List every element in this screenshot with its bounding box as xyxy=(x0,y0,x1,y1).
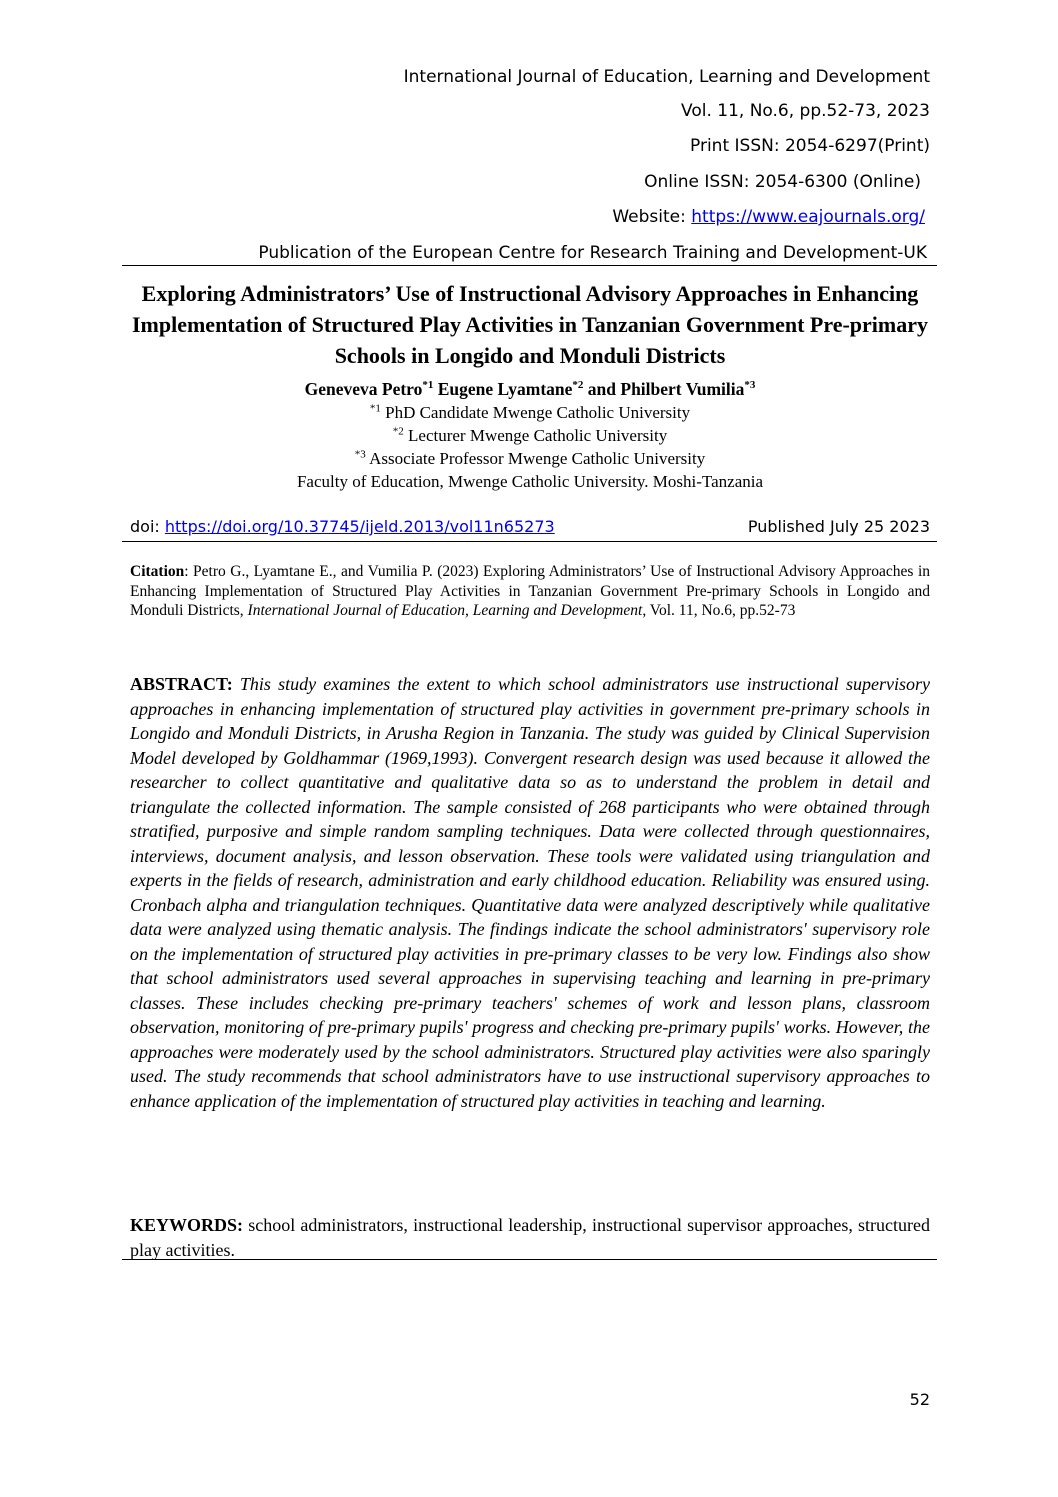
abstract-block xyxy=(130,672,930,1113)
abstract-label: ABSTRACT: xyxy=(130,674,233,694)
citation-tail: , Vol. 11, No.6, pp.52-73 xyxy=(642,602,796,619)
citation-label: Citation xyxy=(130,563,185,580)
volume-info: Vol. 11, No.6, pp.52-73, 2023 xyxy=(681,101,930,121)
author-1-mark: *1 xyxy=(422,379,434,392)
author-names xyxy=(130,378,930,401)
online-issn: Online ISSN: 2054-6300 (Online) xyxy=(644,172,921,192)
citation-text: : Petro G., Lyamtane E., and Vumilia P. (2023) Exploring Administrators’ Use of Instructional Advisory Approaches in Enhancing Implementation of Structured Play Activities in Tanzanian Government Pre-primary Schools in Longido and Monduli Districts, xyxy=(130,563,930,619)
website-label: Website: xyxy=(612,207,692,227)
print-issn: Print ISSN: 2054-6297(Print) xyxy=(690,136,930,156)
website-link[interactable]: https://www.eajournals.org/ xyxy=(691,207,925,227)
affiliation-3-text: Associate Professor Mwenge Catholic University xyxy=(365,449,706,468)
affiliation-3 xyxy=(130,447,930,470)
keywords-text: school administrators, instructional leadership, instructional supervisor approaches, structured play activities. xyxy=(130,1215,930,1260)
keywords-divider xyxy=(122,1259,937,1260)
doi-divider xyxy=(122,541,937,542)
keywords-block xyxy=(130,1213,930,1262)
keywords-label: KEYWORDS: xyxy=(130,1215,244,1235)
doi-link[interactable]: https://doi.org/10.37745/ijeld.2013/vol11n65273 xyxy=(164,517,555,536)
doi xyxy=(130,517,555,536)
publisher-line: Publication of the European Centre for Research Training and Development-UK xyxy=(258,243,927,263)
author-2: Eugene Lyamtane xyxy=(433,379,573,399)
page-number: 52 xyxy=(909,1390,930,1409)
abstract-text: This study examines the extent to which school administrators use instructional supervisory approaches in enhancing implementation of structured play activities in government pre-primary schools in Longido and Monduli Districts, in Arusha Region in Tanzania. The study was guided by Clinical Supervision Model developed by Goldhammar (1969,1993). Convergent research design was used because it allowed the researcher to collect quantitative and qualitative data so as to understand the problem in detail and triangulate the collected information. The sample consisted of 268 participants who were obtained through stratified, purposive and simple random sampling techniques. Data were collected through questionnaires, interviews, document analysis, and lesson observation. These tools were validated using triangulation and experts in the fields of research, administration and early childhood education. Reliability was ensured using. Cronbach alpha and triangulation techniques. Quantitative data were analyzed descriptively while qualitative data were analyzed using thematic analysis. The findings indicate the school administrators' supervisory role on the implementation of structured play activities in pre-primary classes to be very low. Findings also show that school administrators used several approaches in supervising teaching and learning in pre-primary classes. These includes checking pre-primary teachers' schemes of work and lesson plans, classroom observation, monitoring of pre-primary pupils' progress and checking pre-primary pupils' works. However, the approaches were moderately used by the school administrators. Structured play activities were also sparingly used. The study recommends that school administrators have to use instructional supervisory approaches to enhance application of the implementation of structured play activities in teaching and learning. xyxy=(130,674,930,1111)
author-3-mark: *3 xyxy=(744,379,756,392)
paper-title: Exploring Administrators’ Use of Instructional Advisory Approaches in Enhancing Implementation of Structured Play Activities in Tanzanian Government Pre-primary Schools in Longido and Monduli Districts xyxy=(131,281,929,368)
affiliation-3-mark: *3 xyxy=(354,448,366,461)
affiliation-2-mark: *2 xyxy=(392,425,404,438)
faculty-line: Faculty of Education, Mwenge Catholic University. Moshi-Tanzania xyxy=(296,472,764,491)
website-line xyxy=(612,206,925,228)
published-date: Published July 25 2023 xyxy=(747,517,930,536)
header-divider xyxy=(122,265,937,266)
citation-journal: International Journal of Education, Learning and Development xyxy=(247,602,643,619)
doi-label: doi: xyxy=(130,517,165,536)
journal-name: International Journal of Education, Learning and Development xyxy=(403,67,930,87)
author-block xyxy=(130,378,930,493)
author-2-mark: *2 xyxy=(572,379,584,392)
author-1: Geneveva Petro xyxy=(304,379,423,399)
doi-row xyxy=(130,517,930,541)
affiliation-2 xyxy=(130,424,930,447)
affiliation-2-text: Lecturer Mwenge Catholic University xyxy=(403,426,668,445)
affiliation-1-mark: *1 xyxy=(369,402,381,415)
affiliation-1 xyxy=(130,401,930,424)
author-3: and Philbert Vumilia xyxy=(583,379,745,399)
citation-block xyxy=(130,562,930,621)
affiliation-1-text: PhD Candidate Mwenge Catholic University xyxy=(380,403,691,422)
